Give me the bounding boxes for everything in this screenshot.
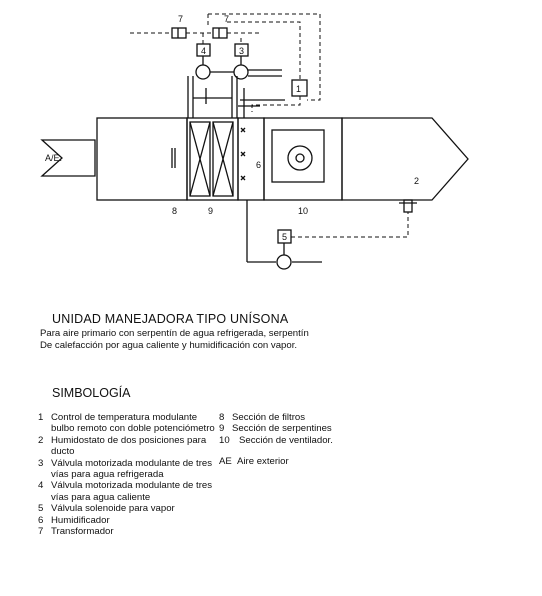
label-7b: 7 — [224, 14, 230, 24]
legend-right — [219, 412, 419, 468]
legend-item: 1 Control de temperatura modulante bulbo remoto con doble potenciómetro — [38, 412, 215, 435]
legend-item: AE Aire exterior — [219, 456, 289, 468]
legend-item: 2 Humidostato de dos posiciones para ducto — [38, 434, 207, 458]
transformer-7a — [172, 28, 186, 38]
legend-item: 4 Válvula motorizada modulante de tres vías para agua caliente — [38, 480, 213, 503]
description-line-1: Para aire primario con serpentín de agua refrigerada, serpentín — [40, 328, 309, 339]
label-1: 1 — [296, 84, 302, 94]
legend-item: 9 Sección de serpentines — [219, 423, 332, 435]
legend-item: 6 Humidificador — [38, 514, 110, 526]
legend-left — [38, 412, 218, 537]
humidistat-2 — [404, 200, 412, 212]
diagram-description — [40, 328, 309, 352]
label-2: 2 — [414, 176, 420, 186]
legend-item: 5 Válvula solenoide para vapor — [38, 503, 175, 515]
label-9: 9 — [208, 206, 214, 216]
valve-3 — [234, 65, 248, 79]
valve-5 — [277, 255, 291, 269]
label-3: 3 — [239, 46, 245, 56]
label-inlet: A/E. — [45, 153, 63, 163]
description-line-2: De calefacción por agua caliente y humidificación con vapor. — [40, 340, 298, 351]
diagram-title: UNIDAD MANEJADORA TIPO UNÍSONA — [52, 312, 289, 326]
label-4: 4 — [201, 46, 207, 56]
legend-item: 10 Sección de ventilador. — [219, 434, 333, 446]
legend-item: 7 Transformador — [38, 526, 114, 538]
label-7a: 7 — [178, 14, 184, 24]
legend-item: 3 Válvula motorizada modulante de tres vías para agua refrigerada — [38, 457, 213, 481]
fan-wheel — [288, 146, 312, 170]
transformer-7b — [213, 28, 227, 38]
label-5: 5 — [282, 232, 288, 242]
label-10: 10 — [298, 206, 309, 216]
legend-item: 8 Sección de filtros — [219, 412, 306, 423]
valve-4 — [196, 65, 210, 79]
symbology-heading: SIMBOLOGÍA — [52, 386, 131, 400]
label-8: 8 — [172, 206, 178, 216]
inlet-section — [97, 118, 187, 200]
supply-duct — [342, 118, 468, 200]
fan-housing — [272, 130, 324, 182]
label-6: 6 — [256, 160, 262, 170]
